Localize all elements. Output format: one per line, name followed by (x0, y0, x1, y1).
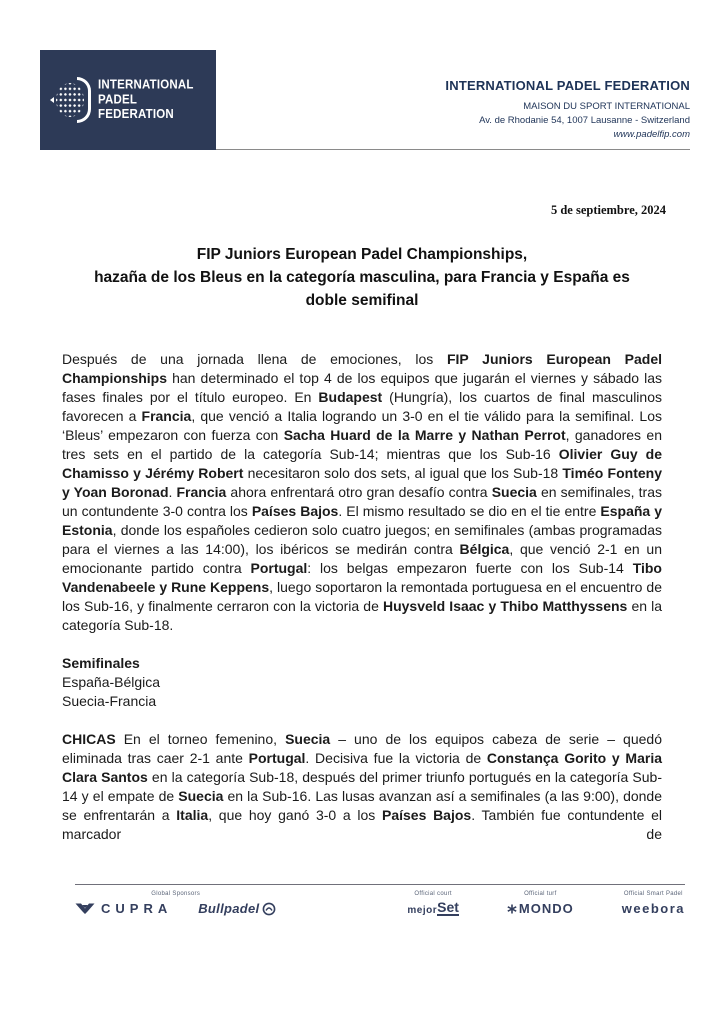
mondo-logo-text: MONDO (518, 901, 574, 916)
address-line: MAISON DU SPORT INTERNATIONAL (523, 101, 690, 112)
body-paragraph-girls: CHICAS En el torneo femenino, Suecia – uno de los equipos cabeza de serie – quedó eliminada tras caer 2-1 ante Portugal. Decisiva fue la victoria de Constança Gorito y Maria Clara Santos en la categoría Sub-18, después del primer triunfo portugués en la categoría Sub-14 y el empate de Suecia en la Sub-16. Las lusas avanzan así a semifinales (a las 9:00), donde se enfrentarán a Italia, que hoy ganó 3-0 a los Países Bajos. También fue contundente el marcador de (62, 731, 663, 842)
logo-line: FEDERATION (98, 107, 174, 121)
org-name: INTERNATIONAL PADEL FEDERATION (445, 78, 690, 93)
sponsor-bar (75, 891, 685, 916)
press-release-title (62, 243, 662, 312)
official-turf-group (507, 891, 574, 916)
semifinal-match: España-Bélgica (62, 674, 161, 690)
weebora-logo: weebora (621, 901, 685, 916)
document-date: 5 de septiembre, 2024 (550, 203, 666, 217)
racket-arc-icon (77, 77, 91, 123)
racket-arrow-icon (50, 97, 54, 103)
logo-line: PADEL (98, 92, 138, 107)
mejorset-logo-text-big: Set (437, 899, 459, 915)
official-court-group (407, 891, 459, 916)
sponsor-group-label: Global Sponsors (151, 891, 201, 897)
cupra-logo-text: CUPRA (101, 901, 173, 916)
cupra-logo (75, 901, 172, 916)
title-line: hazaña de los Bleus en la categoría masculina, para Francia y España es (94, 269, 630, 286)
header-divider (216, 149, 690, 150)
title-line: doble semifinal (305, 292, 419, 309)
sponsor-group-label: Official Smart Padel (623, 891, 683, 897)
official-smart-padel-group (622, 891, 685, 916)
bullpadel-logo (198, 901, 276, 916)
website-link[interactable]: www.padelfip.com (613, 129, 690, 140)
cupra-emblem-icon (75, 902, 95, 915)
global-sponsors-group (75, 891, 276, 916)
body-paragraph-boys: Después de una jornada llena de emociones, los FIP Juniors European Padel Championships han determinado el top 4 de los equipos que jugarán el viernes y sábado las fases finales por el título europeo. En Budapest (Hungría), los cuartos de final masculinos favorecen a Francia, que venció a Italia logrando un 3-0 en el tie válido para la semifinal. Los ‘Bleus’ empezaron con fuerza con Sacha Huard de la Marre y Nathan Perrot, ganadores en tres sets en el partido de la categoría Sub-14; mientras que los Sub-16 Olivier Guy de Chamisso y Jérémy Robert necesitaron solo dos sets, al igual que los Sub-18 Timéo Fonteny y Yoan Boronad. Francia ahora enfrentará otro gran desafío contra Suecia en semifinales, tras un contundente 3-0 contra los Países Bajos. El mismo resultado se dio en el tie entre España y Estonia, donde los españoles cedieron solo cuatro juegos; en semifinales (ambas programadas para el viernes a las 14:00), los ibéricos se medirán contra Bélgica, que venció 2-1 en un emocionante partido contra Portugal: los belgas empezaron fuerte con los Sub-14 Tibo Vandenabeele y Rune Keppens, luego soportaron la remontada portuguesa en el encuentro de los Sub-16, y finalmente cerraron con la victoria de Huysveld Isaac y Thibo Matthyssens en la categoría Sub-18. (62, 351, 663, 633)
logo-line: INTERNATIONAL (98, 78, 194, 92)
semifinals-block (62, 654, 662, 711)
mondo-asterisk-icon (507, 904, 517, 914)
semifinal-match: Suecia-Francia (62, 693, 157, 709)
footer-divider (75, 884, 685, 885)
sponsor-group-label: Official court (414, 891, 452, 897)
sponsor-group-label: Official turf (524, 891, 557, 897)
mondo-logo (507, 901, 574, 916)
article-body (62, 350, 662, 844)
bullpadel-logo-text: Bullpadel (198, 901, 260, 916)
bullpadel-emblem-icon (262, 902, 276, 916)
mejorset-logo-text-small: mejor (407, 905, 438, 916)
title-line: FIP Juniors European Padel Championships, (196, 246, 528, 263)
semifinals-heading: Semifinales (62, 655, 140, 671)
padel-racket-icon (50, 77, 91, 123)
letterhead (445, 78, 690, 142)
address-line: Av. de Rhodanie 54, 1007 Lausanne - Switzerland (479, 115, 690, 126)
ipf-logo (40, 50, 216, 150)
mejorset-logo (407, 901, 459, 916)
ipf-logo-text (98, 78, 194, 122)
